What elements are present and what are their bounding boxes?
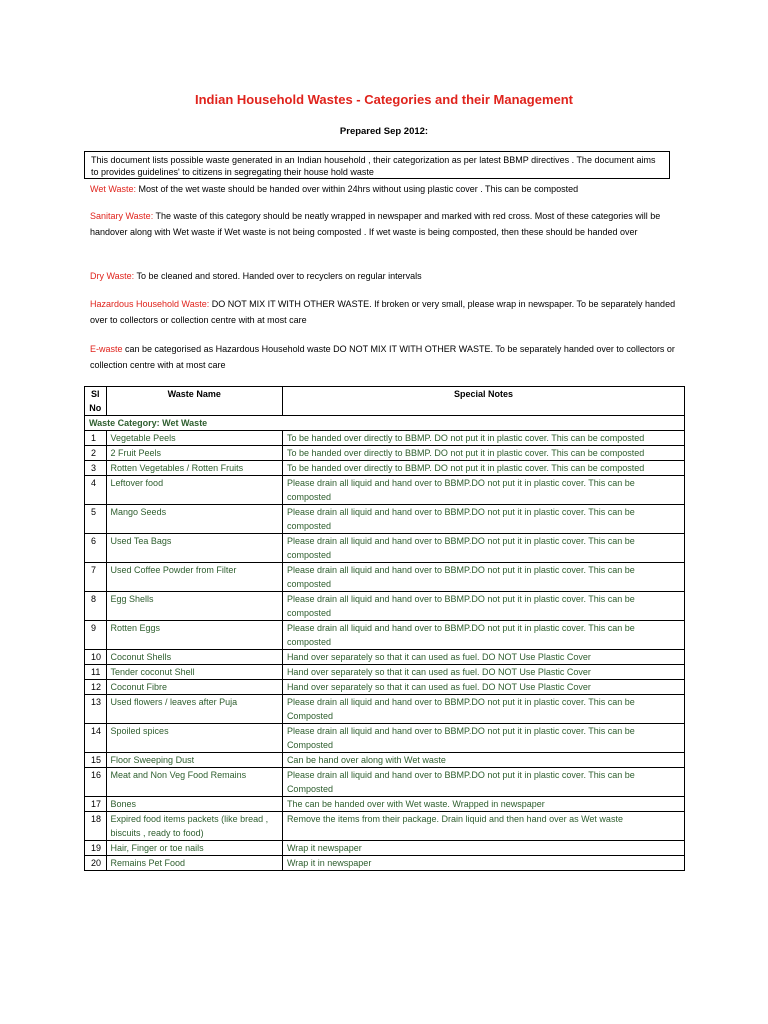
- special-notes: Please drain all liquid and hand over to BBMP.DO not put it in plastic cover. This can be composted: [282, 621, 684, 650]
- special-notes: Please drain all liquid and hand over to BBMP.DO not put it in plastic cover. This can be composted: [282, 476, 684, 505]
- row-number: 12: [85, 680, 107, 695]
- category-text: DO NOT MIX IT WITH OTHER WASTE. If broken or very small, please wrap in newspaper. To be separately handed over to collectors or collection centre with at most care: [90, 299, 676, 325]
- category-label: Hazardous Household Waste:: [90, 299, 210, 309]
- category-label: Sanitary Waste:: [90, 211, 154, 221]
- row-number: 9: [85, 621, 107, 650]
- special-notes: Hand over separately so that it can used as fuel. DO NOT Use Plastic Cover: [282, 680, 684, 695]
- waste-name: Mango Seeds: [106, 505, 282, 534]
- waste-name: Used Tea Bags: [106, 534, 282, 563]
- waste-name: Floor Sweeping Dust: [106, 753, 282, 768]
- category-wet-waste: [90, 181, 682, 197]
- document-title: Indian Household Wastes - Categories and their Management: [194, 92, 574, 107]
- table-row: [85, 724, 685, 753]
- row-number: 8: [85, 592, 107, 621]
- table-row: [85, 753, 685, 768]
- table-row: [85, 812, 685, 841]
- table-row: [85, 797, 685, 812]
- waste-name: Coconut Shells: [106, 650, 282, 665]
- category-label: Dry Waste:: [90, 271, 135, 281]
- special-notes: Please drain all liquid and hand over to BBMP.DO not put it in plastic cover. This can be Composted: [282, 768, 684, 797]
- special-notes: Please drain all liquid and hand over to BBMP.DO not put it in plastic cover. This can be composted: [282, 534, 684, 563]
- waste-table: [84, 386, 685, 871]
- row-number: 10: [85, 650, 107, 665]
- waste-name: Bones: [106, 797, 282, 812]
- table-row: [85, 680, 685, 695]
- special-notes: Please drain all liquid and hand over to BBMP.DO not put it in plastic cover. This can be composted: [282, 505, 684, 534]
- row-number: 15: [85, 753, 107, 768]
- waste-name: Rotten Vegetables / Rotten Fruits: [106, 461, 282, 476]
- special-notes: Hand over separately so that it can used as fuel. DO NOT Use Plastic Cover: [282, 665, 684, 680]
- table-row: [85, 621, 685, 650]
- waste-name: Coconut Fibre: [106, 680, 282, 695]
- prepared-date: Prepared Sep 2012:: [339, 126, 429, 137]
- table-row: [85, 446, 685, 461]
- waste-name: Tender coconut Shell: [106, 665, 282, 680]
- row-number: 20: [85, 856, 107, 871]
- table-row: [85, 534, 685, 563]
- special-notes: Can be hand over along with Wet waste: [282, 753, 684, 768]
- row-number: 1: [85, 431, 107, 446]
- waste-name: Egg Shells: [106, 592, 282, 621]
- special-notes: Wrap it in newspaper: [282, 856, 684, 871]
- waste-name: Meat and Non Veg Food Remains: [106, 768, 282, 797]
- row-number: 5: [85, 505, 107, 534]
- special-notes: Please drain all liquid and hand over to BBMP.DO not put it in plastic cover. This can be Composted: [282, 695, 684, 724]
- table-row: [85, 431, 685, 446]
- waste-name: Expired food items packets (like bread , biscuits , ready to food): [106, 812, 282, 841]
- special-notes: To be handed over directly to BBMP. DO not put it in plastic cover. This can be composted: [282, 446, 684, 461]
- category-label: E-waste: [90, 344, 123, 354]
- row-number: 6: [85, 534, 107, 563]
- row-number: 11: [85, 665, 107, 680]
- waste-name: Rotten Eggs: [106, 621, 282, 650]
- table-row: [85, 476, 685, 505]
- intro-box: This document lists possible waste generated in an Indian household , their categorization as per latest BBMP directives . The document aims to provides guidelines' to citizens in segregating their house hold waste: [84, 151, 670, 179]
- table-row: [85, 695, 685, 724]
- row-number: 3: [85, 461, 107, 476]
- row-number: 18: [85, 812, 107, 841]
- waste-name: Vegetable Peels: [106, 431, 282, 446]
- category-e-waste: [90, 341, 682, 373]
- row-number: 17: [85, 797, 107, 812]
- table-row: [85, 650, 685, 665]
- table-row: [85, 563, 685, 592]
- row-number: 14: [85, 724, 107, 753]
- section-label: Waste Category: Wet Waste: [85, 416, 685, 431]
- row-number: 4: [85, 476, 107, 505]
- table-row: [85, 592, 685, 621]
- table-row: [85, 841, 685, 856]
- special-notes: To be handed over directly to BBMP. DO not put it in plastic cover. This can be composted: [282, 431, 684, 446]
- header-special-notes: Special Notes: [282, 387, 684, 416]
- table-row: [85, 665, 685, 680]
- special-notes: Wrap it newspaper: [282, 841, 684, 856]
- row-number: 16: [85, 768, 107, 797]
- category-label: Wet Waste:: [90, 184, 137, 194]
- waste-name: Leftover food: [106, 476, 282, 505]
- table-row: [85, 461, 685, 476]
- waste-name: Hair, Finger or toe nails: [106, 841, 282, 856]
- header-sl-no: Sl No: [85, 387, 107, 416]
- table-row: [85, 768, 685, 797]
- waste-name: Remains Pet Food: [106, 856, 282, 871]
- waste-name: Spoiled spices: [106, 724, 282, 753]
- special-notes: Remove the items from their package. Drain liquid and then hand over as Wet waste: [282, 812, 684, 841]
- category-sanitary-waste: [90, 208, 682, 240]
- category-text: The waste of this category should be neatly wrapped in newspaper and marked with red cross. Most of these categories will be handover along with Wet waste if Wet waste is not being composted . If wet waste is being composted, then these should be handed over: [90, 211, 661, 237]
- special-notes: To be handed over directly to BBMP. DO not put it in plastic cover. This can be composted: [282, 461, 684, 476]
- waste-name: Used Coffee Powder from Filter: [106, 563, 282, 592]
- row-number: 13: [85, 695, 107, 724]
- category-dry-waste: [90, 268, 682, 284]
- row-number: 7: [85, 563, 107, 592]
- table-header-row: [85, 387, 685, 416]
- special-notes: Please drain all liquid and hand over to BBMP.DO not put it in plastic cover. This can be Composted: [282, 724, 684, 753]
- category-text: can be categorised as Hazardous Household waste DO NOT MIX IT WITH OTHER WASTE. To be separately handed over to collectors or collection centre with at most care: [90, 344, 675, 370]
- row-number: 19: [85, 841, 107, 856]
- table-row: [85, 856, 685, 871]
- section-row: [85, 416, 685, 431]
- special-notes: Please drain all liquid and hand over to BBMP.DO not put it in plastic cover. This can be composted: [282, 563, 684, 592]
- waste-name: 2 Fruit Peels: [106, 446, 282, 461]
- waste-name: Used flowers / leaves after Puja: [106, 695, 282, 724]
- header-waste-name: Waste Name: [106, 387, 282, 416]
- category-text: To be cleaned and stored. Handed over to recyclers on regular intervals: [134, 271, 422, 281]
- category-text: Most of the wet waste should be handed over within 24hrs without using plastic cover . This can be composted: [136, 184, 579, 194]
- table-row: [85, 505, 685, 534]
- special-notes: The can be handed over with Wet waste. Wrapped in newspaper: [282, 797, 684, 812]
- special-notes: Please drain all liquid and hand over to BBMP.DO not put it in plastic cover. This can be composted: [282, 592, 684, 621]
- row-number: 2: [85, 446, 107, 461]
- special-notes: Hand over separately so that it can used as fuel. DO NOT Use Plastic Cover: [282, 650, 684, 665]
- category-hazardous-waste: [90, 296, 682, 328]
